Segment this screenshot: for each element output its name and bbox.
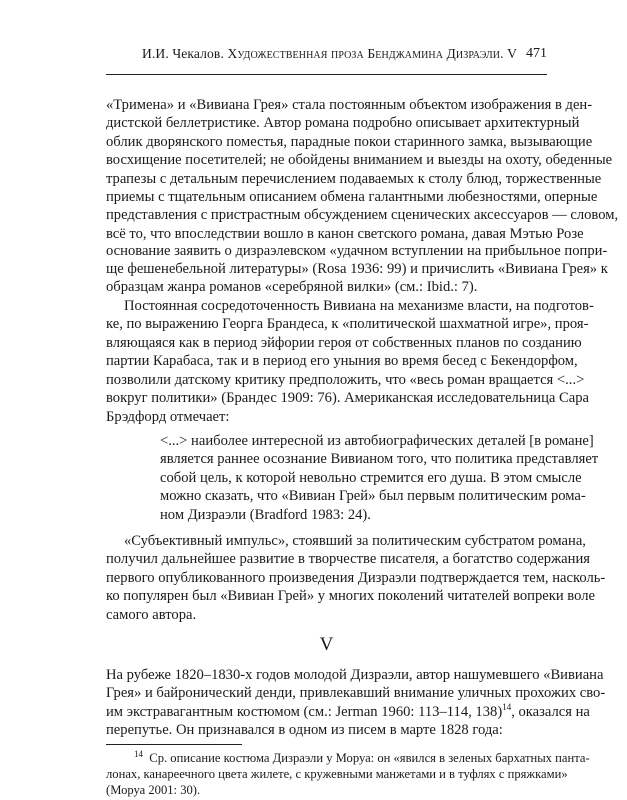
p2-line-7: Брэдфорд отмечает: (106, 409, 230, 425)
footnote-number: 14 (134, 748, 143, 759)
p4-line-2: Грея» и байронический денди, привлекавший внимание уличных прохожих сво- (106, 685, 606, 701)
page-number: 471 (526, 46, 547, 61)
footnote-rule (106, 744, 242, 745)
p1-line-1: «Тримена» и «Вивиана Грея» стала постоянным объектом изображения в ден- (106, 97, 593, 113)
footnote-line-1 (134, 748, 590, 767)
p4-line-3-text: им экстравагантным костюмом (см.: Jerman 1960: 113–114, 138) (106, 704, 503, 720)
quote-line-4: можно сказать, что «Вивиан Грей» был первым политическим рома- (160, 488, 586, 504)
header-author: И.И. Чекалов. (142, 46, 224, 61)
section-heading: V (319, 634, 334, 655)
running-header (106, 46, 547, 66)
p3-line-2: получил дальнейшее развитие в творчестве писателя, а богатство содержания (106, 551, 590, 567)
footnote-line-2: лонах, канареечного цвета жилете, с кружевными манжетами и в туфлях с пряжками» (106, 767, 568, 781)
p3-line-1: «Субъективный импульс», стоявший за политическим субстратом романа, (124, 533, 586, 549)
quote-line-5: ном Дизраэли (Bradford 1983: 24). (160, 507, 371, 523)
p3-line-4: ко популярен был «Вивиан Грей» у многих поколений читателей вопреки воле (106, 588, 595, 604)
p2-line-4: партии Карабаса, так и в период его уныния во время бесед с Бекендорфом, (106, 353, 578, 369)
p1-line-5: трапезы с детальным перечислением подаваемых к столу блюд, торжественные (106, 171, 602, 187)
footnote-marker: 14 (502, 702, 512, 713)
p1-line-10: ще фешенебельной литературы» (Rosa 1936: 99) и причислить «Вивиана Грея» к (106, 261, 608, 277)
p2-line-3: вляющаяся как в период эйфории героя от собственных планов по созданию (106, 335, 582, 351)
p4-line-1: На рубеже 1820–1830-х годов молодой Дизраэли, автор нашумевшего «Вивиана (106, 667, 604, 683)
p1-line-3: облик дворянского поместья, парадные покои старинного замка, вызывающие (106, 134, 593, 150)
quote-line-3: собой цель, к которой невольно стремится его душа. В этом смысле (160, 470, 582, 486)
footnote-line-1-text: Ср. описание костюма Дизраэли у Моруа: он «явился в зеленых бархатных панта- (149, 751, 590, 765)
p3-line-5: самого автора. (106, 607, 197, 623)
p1-line-2: дистской беллетристике. Автор романа подробно описывает архитектурный (106, 115, 580, 131)
p2-line-6: вокруг политики» (Брандес 1909: 76). Американская исследовательница Сара (106, 390, 589, 406)
header-title: Художественная проза Бенджамина Дизраэли. V (227, 46, 517, 61)
p1-line-4: восхищение посетителей; не обойдены вниманием и выезды на охоту, обеденные (106, 152, 613, 168)
running-title (142, 46, 517, 62)
p2-line-1: Постоянная сосредоточенность Вивиана на механизме власти, на подготов- (124, 298, 594, 314)
p2-line-2: ке, по выражению Георга Брандеса, к «политической шахматной игре», проя- (106, 316, 589, 332)
p1-line-8: всё то, что впоследствии вошло в канон светского романа, давая Мэтью Розе (106, 226, 584, 242)
p1-line-6: приемы с тщательным описанием обмена галантными любезностями, оперные (106, 189, 598, 205)
footnote-line-3: (Моруа 2001: 30). (106, 783, 201, 797)
p4-line-3-tail: , оказался на (511, 704, 590, 720)
p4-line-3 (106, 702, 590, 722)
p4-line-4: перепутье. Он признавался в одном из писем в марте 1828 года: (106, 722, 503, 738)
quote-line-1: <...> наиболее интересной из автобиографических деталей [в романе] (160, 433, 594, 449)
p3-line-3: первого опубликованного произведения Дизраэли подтверждается тем, насколь- (106, 570, 606, 586)
p1-line-7: представления с пристрастным обсуждением сценических аксессуаров — словом, (106, 207, 619, 223)
quote-line-2: является раннее осознание Вивианом того, что политика представляет (160, 451, 599, 467)
p2-line-5: позволили датскому критику предположить, что «весь роман вращается <...> (106, 372, 585, 388)
p1-line-11: образцам жанра романов «серебряной вилки» (см.: Ibid.: 7). (106, 279, 478, 295)
p1-line-9: основание заявить о дизраэлевском «удачном вступлении на прибыльное попри- (106, 243, 608, 259)
header-rule (106, 74, 547, 75)
